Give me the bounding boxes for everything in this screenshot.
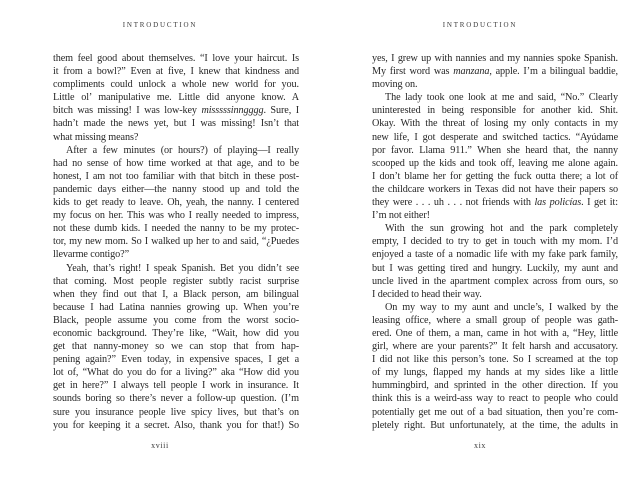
text-line: not these dumb kids. I needed the nanny to be my protec- xyxy=(53,223,299,235)
text-line: girl, where are your parents?” It felt harsh and accusatory. xyxy=(372,341,618,353)
text-line: Yeah, that’s right! I speak Spanish. Bet you didn’t see xyxy=(66,262,299,274)
text-line: what missing means? xyxy=(53,131,139,143)
text-line: pandemic days either—the nanny stood up and told the xyxy=(53,183,299,195)
text-line: llevarme contigo?” xyxy=(53,249,129,261)
text-line: you for keeping it a secret. Also, thank you for that!) So xyxy=(53,419,299,431)
text-line: that coming. Most people register subtly racist surprise xyxy=(53,275,299,287)
text-line: bitch was missing! I was low-key misssssinngggg. Sure, I xyxy=(53,105,299,117)
text-line: had no sense of how time worked at that age, and to be xyxy=(53,157,299,169)
text-line: leasing office, where a small group of people was gath- xyxy=(372,314,618,326)
text-line: them feel good about themselves. “I love your haircut. Is xyxy=(53,53,299,64)
text-line: pletely right. But unfortunately, at the time, the adults in xyxy=(372,419,618,431)
page-left-body xyxy=(53,52,299,432)
text-line: honest, I am not too familiar with that bitch in these post- xyxy=(53,170,299,182)
page-right xyxy=(320,0,640,480)
text-line: After a few minutes (or hours?) of playing—I really xyxy=(66,144,299,156)
text-line: pening again?” Even today, in expensive spaces, I get a xyxy=(53,354,299,366)
text-line: empty, I decided to try to get in touch with my mom. I’d xyxy=(372,236,618,248)
page-right-body xyxy=(372,52,618,432)
text-line: I decided to head their way. xyxy=(372,288,482,300)
text-line: I did not like this person’s tone. So I screamed at the top xyxy=(372,354,618,366)
text-line: hadn’t made the news yet, but I was missing! Isn’t that xyxy=(53,118,299,130)
text-line: but I was getting tired and hungry. Luckily, my aunt and xyxy=(372,262,618,274)
text-line: of my lungs, flapped my hands at my sides like a little xyxy=(372,367,618,379)
text-line: I don’t blame her for getting the fuck outta there; a lot of xyxy=(372,170,618,182)
text-line: scooped up the kids and took off, leaving me alone again. xyxy=(372,157,618,169)
text-line: ered. One of them, a man, came in hot with a, “Hey, little xyxy=(372,327,618,339)
text-line: economic background. They’re like, “Wait, how did you xyxy=(53,327,299,339)
text-line: uncle lived in the apartment complex across from ours, so xyxy=(372,275,618,287)
text-line: compliments could unlock a whole new world for you. xyxy=(53,79,299,91)
text-line: when they find out that I, a Black person, am bilingual xyxy=(53,288,299,300)
text-line: yes, I grew up with nannies and my nannies spoke Spanish. xyxy=(372,53,618,64)
text-line: potentially get me out of a bad situation, then you’re com- xyxy=(372,406,618,418)
text-line: because I had Latina nannies growing up. When you’re xyxy=(53,301,299,313)
text-line: they were . . . uh . . . not friends with las policías. I get it: xyxy=(372,197,618,209)
text-line: Little ol’ manipulative me. Little did anyone know. A xyxy=(53,92,299,104)
text-line: moving on. xyxy=(372,79,418,91)
text-line: por favor. Llama 911.” When she heard that, the nanny xyxy=(372,144,618,156)
text-line: I’m not either! xyxy=(372,210,430,222)
text-line: the childcare workers in Texas did not have their papers so xyxy=(372,183,618,195)
page-number-right: xix xyxy=(473,441,487,450)
text-line: tor, my new mom. So I walked up her to and said, “¿Puedes xyxy=(53,236,299,248)
text-line: lot of, “What do you do for a living?” aka “How did you xyxy=(53,367,299,379)
text-line: think this is a weird-ass way to react to people who could xyxy=(372,393,618,405)
running-head-right: INTRODUCTION xyxy=(442,21,518,29)
text-line: The lady took one look at me and said, “No.” Clearly xyxy=(385,92,618,104)
text-line: my focus on her. This was who I really needed to impress, xyxy=(53,210,299,222)
text-line: get in here?” I always tell people I work in insurance. It xyxy=(53,380,299,392)
text-line: With the sun growing hot and the park completely xyxy=(385,223,618,235)
text-line: sounds boring so there’s never a follow-up question. (I’m xyxy=(53,393,299,405)
text-line: new life, I got desperate and switched tactics. “Ayúdame xyxy=(372,131,618,143)
text-line: My first word was manzana, apple. I’m a bilingual baddie, xyxy=(372,66,619,78)
text-line: sure you insurance people live spicy lives, but that’s on xyxy=(53,406,299,418)
text-line: enjoyed a taste of a nomadic life with my fake park family, xyxy=(372,249,618,261)
text-line: On my way to my aunt and uncle’s, I walked by the xyxy=(385,301,618,313)
text-line: kids to get ready to leave. Oh, yeah, the nanny. I centered xyxy=(53,197,299,209)
text-line: it from a bowl?” Even at five, I knew that kindness and xyxy=(53,66,299,78)
text-line: Black, people assume you come from the worst socio- xyxy=(53,314,299,326)
page-number-left: xviii xyxy=(151,441,169,450)
running-head-left: INTRODUCTION xyxy=(122,21,198,29)
text-line: uninterested in being responsible for another kid. Shit. xyxy=(372,105,618,117)
text-line: hummingbird, and sprinted in the other direction. If you xyxy=(372,380,618,392)
text-line: Okay. With the threat of losing my only contacts in my xyxy=(372,118,618,130)
text-line: get that nanny-money so we can stop that from hap- xyxy=(53,341,299,353)
